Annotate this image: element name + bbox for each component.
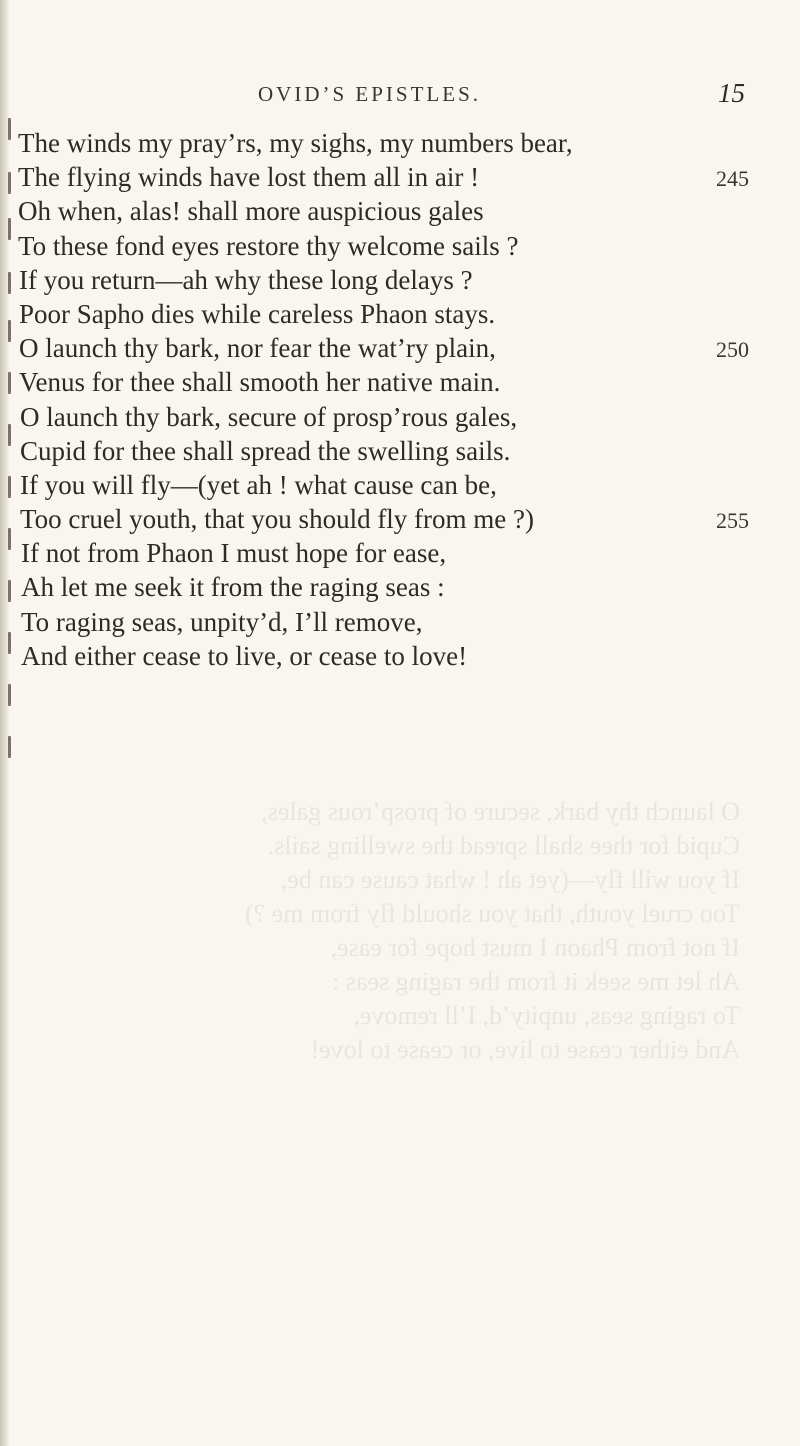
verse-line bbox=[0, 297, 800, 331]
verse-line bbox=[0, 605, 800, 639]
verse-line bbox=[0, 194, 800, 228]
running-title: OVID’S EPISTLES. bbox=[258, 82, 482, 106]
show-through-line: O launch thy bark, secure of prosp’rous gales, bbox=[261, 797, 740, 826]
verse-line bbox=[0, 400, 800, 434]
verse-text: To raging seas, unpity’d, I’ll remove, bbox=[21, 606, 423, 637]
poem-body bbox=[0, 126, 800, 673]
verse-text: O launch thy bark, nor fear the wat’ry plain, bbox=[19, 333, 496, 364]
verse-line bbox=[0, 502, 800, 536]
verse-text: The flying winds have lost them all in air ! bbox=[18, 162, 480, 193]
verse-text: The winds my pray’rs, my sighs, my numbers bear, bbox=[18, 128, 573, 158]
page-header bbox=[0, 78, 800, 116]
page-number: 15 bbox=[718, 78, 745, 108]
verse-text: Venus for thee shall smooth her native main. bbox=[19, 367, 501, 398]
verse-line bbox=[0, 160, 800, 194]
verse-line bbox=[0, 263, 800, 297]
show-through-line: And either cease to live, or cease to love! bbox=[310, 1035, 740, 1064]
show-through-line: If not from Phaon I must hope for ease, bbox=[330, 933, 740, 962]
verse-text: If not from Phaon I must hope for ease, bbox=[21, 538, 447, 569]
verse-text: Poor Sapho dies while careless Phaon stays. bbox=[19, 298, 496, 329]
line-number: 255 bbox=[716, 508, 749, 534]
show-through-line: Ah let me seek it from the raging seas : bbox=[332, 967, 740, 996]
verse-line bbox=[0, 331, 800, 365]
show-through-line: To raging seas, unpity’d, I’ll remove, bbox=[353, 1001, 740, 1030]
verse-line bbox=[0, 639, 800, 673]
verse-text: If you return—ah why these long delays ? bbox=[19, 264, 473, 295]
verse-line bbox=[0, 570, 800, 604]
verse-text: Cupid for thee shall spread the swelling sails. bbox=[20, 435, 511, 466]
show-through-line: If you will fly—(yet ah ! what cause can be, bbox=[280, 865, 740, 894]
verse-line bbox=[0, 434, 800, 468]
verse-text: And either cease to live, or cease to love! bbox=[21, 640, 468, 671]
verse-line bbox=[0, 536, 800, 570]
verse-line bbox=[0, 229, 800, 263]
verse-line bbox=[0, 468, 800, 502]
verse-text: Too cruel youth, that you should fly from me ?) bbox=[20, 504, 535, 535]
verse-text: To these fond eyes restore thy welcome sails ? bbox=[18, 230, 519, 261]
verse-text: O launch thy bark, secure of prosp’rous gales, bbox=[20, 401, 518, 432]
verse-text: Ah let me seek it from the raging seas : bbox=[21, 572, 445, 603]
verse-line bbox=[0, 365, 800, 399]
verse-text: Oh when, alas! shall more auspicious gales bbox=[18, 196, 484, 227]
show-through-line: Too cruel youth, that you should fly from me ?) bbox=[245, 899, 740, 928]
show-through-text bbox=[180, 795, 740, 1155]
verse-line bbox=[0, 126, 800, 160]
show-through-line: Cupid for thee shall spread the swelling sails. bbox=[267, 831, 740, 860]
line-number: 250 bbox=[716, 337, 749, 363]
verse-text: If you will fly—(yet ah ! what cause can be, bbox=[20, 469, 497, 500]
line-number: 245 bbox=[716, 166, 749, 192]
